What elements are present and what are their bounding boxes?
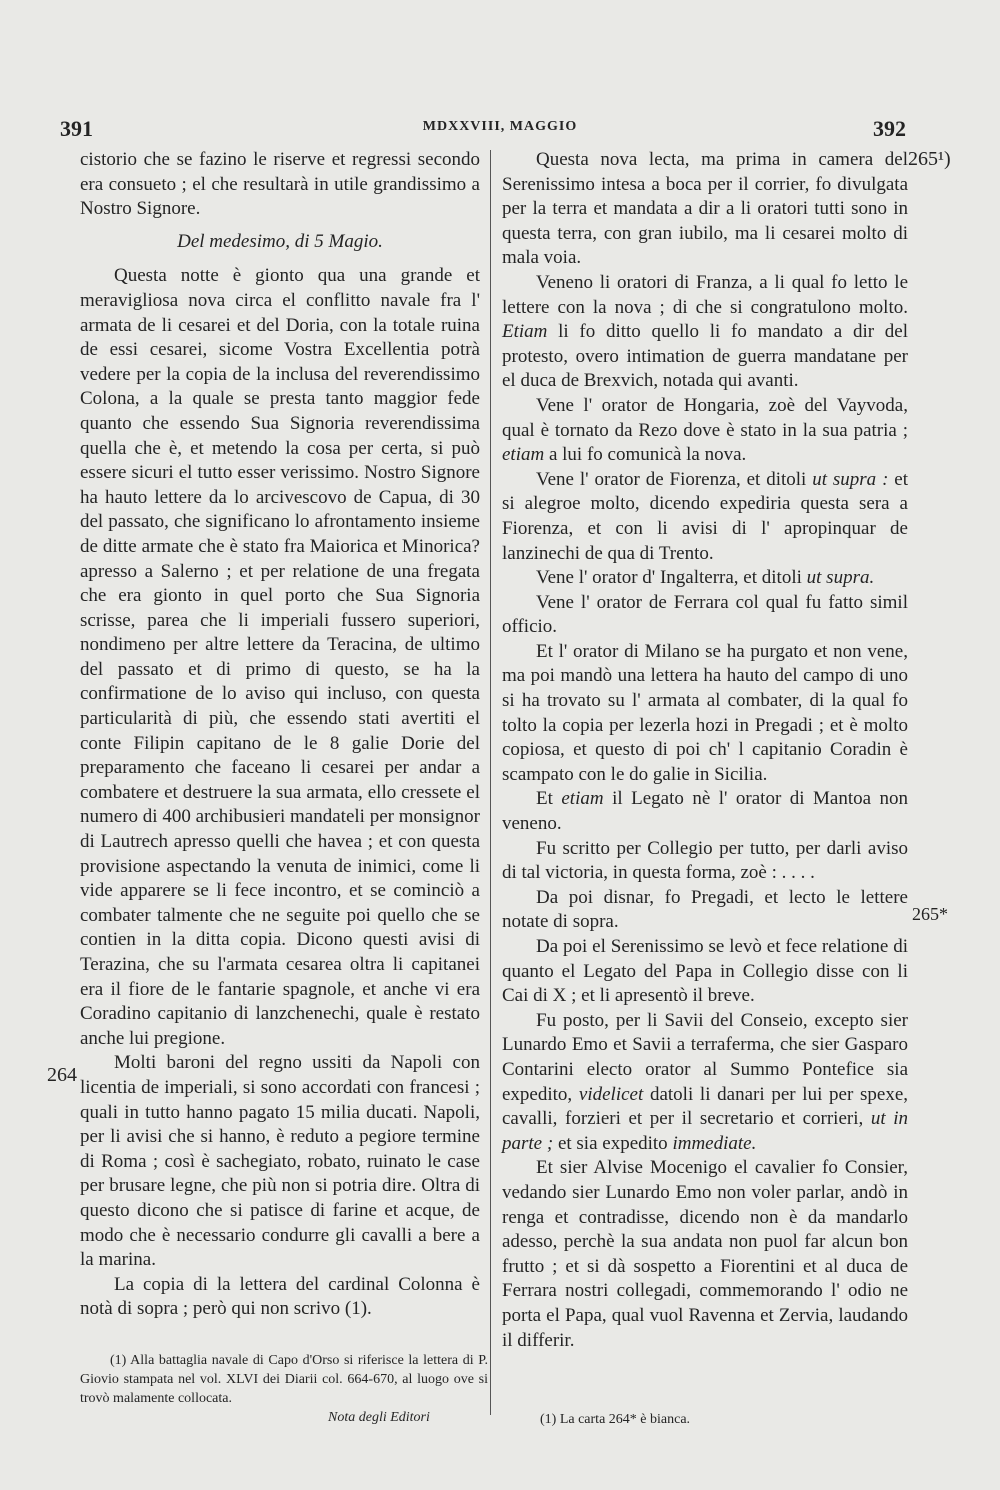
- right-paragraph-6: Vene l' orator de Ferrara col qual fu fatto simil officio.: [502, 591, 908, 638]
- right-paragraph-5: [502, 566, 908, 591]
- right-paragraph-10: Da poi disnar, fo Pregadi, et lecto le lettere notate di sopra.: [502, 886, 908, 933]
- footnote-signature: Nota degli Editori: [328, 1410, 430, 1425]
- latin-term: videlicet: [578, 1083, 644, 1105]
- left-column: [80, 148, 480, 1322]
- right-paragraph-9: Fu scritto per Collegio per tutto, per darli aviso di tal victoria, in questa forma, zoè : . . . .: [502, 837, 908, 884]
- left-paragraph-3: Molti baroni del regno ussiti da Napoli con licentia de imperiali, si sono accordati con francesi ; quali in tutto hanno pagato 15 milia ducati. Napoli, per li avisi che si hanno, è reduto a pegiore termine di Roma ; così è sachegiato, robato, ruinato le case per brusare legne, che più non si potria dire. Oltra di questo dicono che si patisce di farine et acque, de modo che è necessario condurre gli cavalli a bere a la marina.: [80, 1052, 480, 1271]
- running-head: MDXXVIII, MAGGIO: [422, 119, 578, 134]
- right-paragraph-12: [502, 1009, 908, 1157]
- text-run: datoli li danari per lui per spexe, cavalli, forzieri et per il secretario et corrieri,: [502, 1083, 909, 1130]
- text-run: Vene l' orator de Hongaria, zoè del Vayvoda, qual è tornato da Rezo dove è stato in la sua patria ;: [502, 394, 908, 441]
- right-paragraph-8: [502, 787, 908, 836]
- footnote-left-text: (1) Alla battaglia navale di Capo d'Orso si riferisce la lettera di P. Giovio stampata nel vol. XLVI dei Diarii col. 664-670, al luogo ove si trovò malamente collocata.: [80, 1353, 488, 1406]
- latin-term: etiam: [561, 788, 604, 810]
- right-paragraph-2: [502, 271, 908, 394]
- text-run: Fu posto, per li Savii del Conseio, excepto sier Lunardo Emo et Savii a terraferma, che sier Gasparo Contarini electo orator al Summo Pontefice sia expedito,: [502, 1009, 908, 1105]
- margin-note-265b: 265*: [912, 904, 948, 924]
- right-paragraph-11: Da poi el Serenissimo se levò et fece relatione di quanto el Legato del Papa in Collegio disse con li Cai di X ; et li apresentò il breve.: [502, 936, 908, 1007]
- latin-term: ut supra :: [812, 468, 889, 490]
- right-paragraph-3: [502, 394, 908, 468]
- text-run: et sia expedito: [557, 1132, 668, 1154]
- text-run: Vene l' orator de Fiorenza, et ditoli: [536, 468, 807, 490]
- text-run: et si alegroe molto, dicendo expediria questa sera a Fiorenza, et con li avisi di l' apropinquar de lanzinechi de qua di Trento.: [502, 468, 909, 564]
- letter-heading: Del medesimo, di 5 Magio.: [177, 230, 383, 252]
- text-run: Veneno li oratori di Franza, a li qual fo letto le lettere con la nova ; di che si congratulono molto.: [502, 271, 908, 318]
- margin-note-264: 264: [47, 1064, 77, 1086]
- right-paragraph-4: [502, 468, 908, 566]
- latin-term: Etiam: [502, 321, 548, 343]
- page-number-left: 391: [60, 116, 93, 141]
- latin-term: ut supra.: [806, 567, 875, 589]
- text-run: Et: [536, 788, 553, 810]
- latin-term: immediate.: [672, 1132, 757, 1154]
- right-paragraph-7: Et l' orator di Milano se ha purgato et non vene, ma poi mandò una lettera ha hauto del campo di uno si ha trovato su l' armata al combater, di la qual fo tolto la copia per lezerla hozi in Pregadi ; et è molto copiosa, et questo di poi ch' l capitanio Coradin è scampato con le do galie in Sicilia.: [502, 640, 908, 785]
- text-run: a lui fo comunicà la nova.: [548, 444, 747, 466]
- text-run: Vene l' orator d' Ingalterra, et ditoli: [536, 567, 802, 589]
- left-paragraph-4: La copia di la lettera del cardinal Colonna è notà di sopra ; però qui non scrivo (1).: [80, 1273, 480, 1320]
- column-divider: [490, 150, 491, 1415]
- latin-term: ut in parte ;: [502, 1108, 909, 1154]
- text-run: il Legato nè l' orator di Mantoa non veneno.: [502, 788, 909, 835]
- latin-term: etiam: [502, 444, 545, 466]
- right-paragraph-13: Et sier Alvise Mocenigo el cavalier fo Consier, vedando sier Lunardo Emo non voler parlar, andò in renga et contradisse, dicendo non è da mandarlo adesso, perchè la sua andata non puol far alcun bon frutto ; et si dà sospetto a Fiorentini et al duca de Ferrara nostri collegadi, commemorando l' odio ne porta el Papa, qual vuol Ravenna et Zervia, laudando il differir.: [502, 1157, 908, 1351]
- margin-note-265a: 265¹): [908, 148, 951, 170]
- left-paragraph-1: cistorio che se fazino le riserve et regressi secondo era consueto ; el che resultarà in utile grandissimo a Nostro Signore.: [80, 149, 480, 220]
- right-paragraph-1: Questa nova lecta, ma prima in camera del Serenissimo intesa a boca per il corrier, fo divulgata per la terra et mandata a dir a li oratori tutti sono in questa terra, con gran iubilo, ma li cesarei molto di mala voia.: [502, 149, 908, 269]
- right-column: [502, 148, 908, 1353]
- page-number-right: 392: [873, 116, 906, 141]
- left-paragraph-2: Questa notte è gionto qua una grande et meravigliosa nova circa el conflitto navale fra l' armata de li cesarei et del Doria, con la totale ruina de essi cesarei, sicome Vostra Excellentia potrà vedere per la copia de la inclusa del reverendissimo Colona, a la quale se presta tanto maggior fede quanto che essendo Sua Signoria reverendissima quella che è, et metendo la cosa per certa, si può essere sicuri el tutto esser verissimo. Nostro Signore ha hauto lettere da lo arcivescovo de Capua, di 30 del passato, che significano lo afrontamento insieme de ditte armate che è stato fra Maiorica et Minorica? apresso a Salerno ; et per relatione de una fregata che era gionto in quel porto che Sua Signoria scrisse, parea che li imperiali fussero superiori, nondimeno per altre lettere da Teracina, de ultimo del passato et di primo di questo, se ha la confirmatione de lo aviso qui incluso, con questa particularità di più, che essendo stati avertiti el conte Filipin capitano de le 8 galie Dorie del preparamento che faceano li cesarei per andar a combatere et destruere la sua armata, ello cressete el numero di 400 archibusieri mandateli per monsignor di Lautrech apresso quelli che havea ; et con questa provisione aspectando la venuta de inimici, come li vide apparere se li fece incontro, et se cominciò a combater talmente che ne seguite poi quello che se contien in la ditta copia. Dicono questi avisi di Terazina, che su l'armata cesarea oltra li capitanei era il fiore de le fantarie spagnole, et anche vi era Coradino capitanio di lanzchenechi, quale è restato anche lui pregione.: [80, 265, 480, 1049]
- footnote-left: [80, 1351, 488, 1408]
- footnote-right: (1) La carta 264* è bianca.: [540, 1412, 691, 1427]
- text-run: li fo ditto quello li fo mandato a dir del protesto, overo intimation de guerra mandatane per el duca de Brexvich, notada qui avanti.: [502, 321, 908, 392]
